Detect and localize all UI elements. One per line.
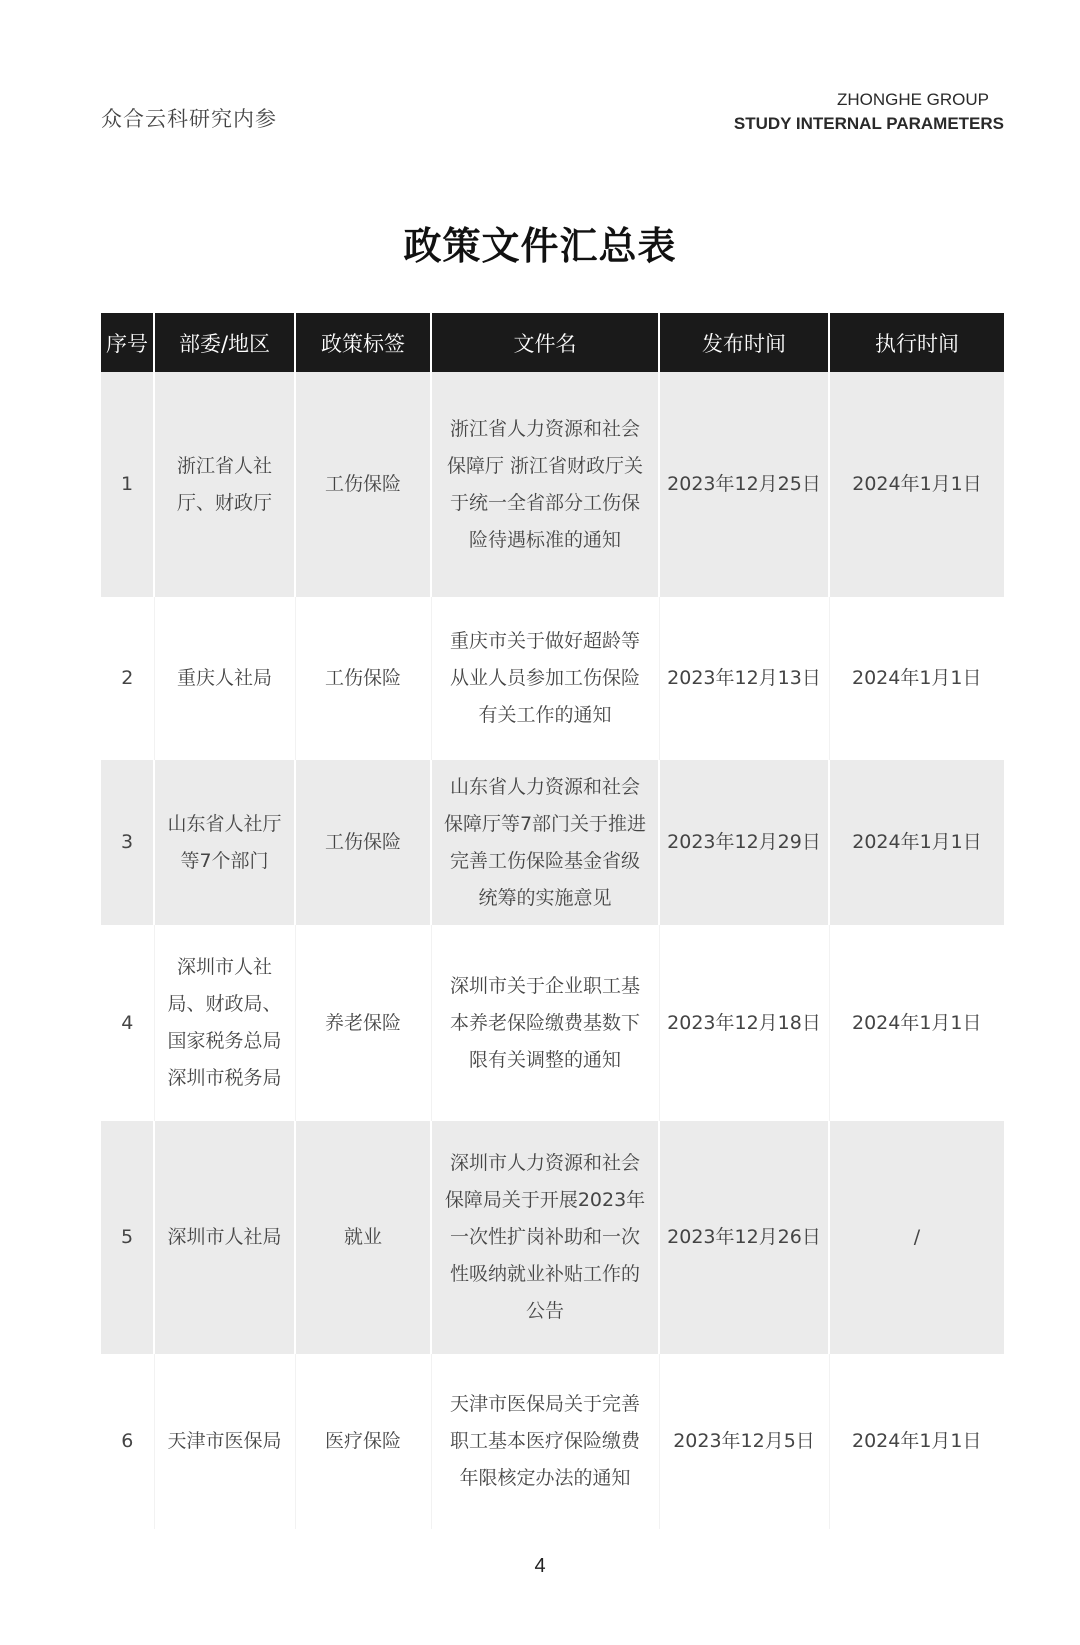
file-line: 职工基本医疗保险缴费 xyxy=(449,1430,640,1452)
file-cell xyxy=(431,760,659,925)
publish-date-cell: 2023年12月13日 xyxy=(659,597,829,760)
file-line: 保障厅等7部门关于推进 xyxy=(443,812,647,835)
file-line: 天津市医保局关于完善 xyxy=(449,1393,640,1415)
file-line: 统筹的实施意见 xyxy=(478,886,612,909)
dept-line: 浙江省人社 xyxy=(176,454,272,477)
file-line: 于统一全省部分工伤保 xyxy=(449,491,640,514)
row-number: 3 xyxy=(101,760,154,925)
dept-cell xyxy=(154,1121,295,1354)
dept-line: 局、财政局、 xyxy=(167,993,282,1015)
tag-cell: 工伤保险 xyxy=(295,372,431,597)
effective-date-cell: 2024年1月1日 xyxy=(829,597,1004,760)
file-line: 重庆市关于做好超龄等 xyxy=(449,630,640,652)
dept-line: 厅、财政厅 xyxy=(176,491,272,514)
file-line: 山东省人力资源和社会 xyxy=(449,775,640,798)
tag-cell: 养老保险 xyxy=(295,925,431,1121)
file-line: 险待遇标准的通知 xyxy=(468,528,621,551)
tag-cell: 工伤保险 xyxy=(295,597,431,760)
row-number: 6 xyxy=(101,1354,154,1529)
dept-line: 等7个部门 xyxy=(180,849,269,872)
tag-cell: 工伤保险 xyxy=(295,760,431,925)
publication-name: 众合云科研究内参 xyxy=(101,107,277,131)
dept-line: 深圳市税务局 xyxy=(167,1067,282,1089)
file-line: 深圳市关于企业职工基 xyxy=(449,974,640,997)
publish-date-cell: 2023年12月18日 xyxy=(659,925,829,1121)
dept-line: 重庆人社局 xyxy=(176,667,272,689)
file-line: 保障局关于开展2023年 xyxy=(444,1189,646,1211)
file-line: 从业人员参加工伤保险 xyxy=(449,667,640,689)
file-line: 性吸纳就业补贴工作的 xyxy=(449,1263,640,1285)
column-header-tag: 政策标签 xyxy=(295,313,431,372)
column-header-dept: 部委/地区 xyxy=(154,313,295,372)
file-line: 有关工作的通知 xyxy=(478,704,612,726)
file-line: 完善工伤保险基金省级 xyxy=(449,849,640,872)
file-line: 保障厅 浙江省财政厅关 xyxy=(446,454,644,477)
publish-date-cell: 2023年12月25日 xyxy=(659,372,829,597)
file-line: 限有关调整的通知 xyxy=(468,1048,621,1071)
group-subtitle: STUDY INTERNAL PARAMETERS xyxy=(733,114,1004,133)
effective-date-cell: 2024年1月1日 xyxy=(829,925,1004,1121)
table-row xyxy=(101,1121,1004,1354)
table-header-row xyxy=(101,313,1004,372)
dept-line: 山东省人社厅 xyxy=(167,812,282,835)
publish-date-cell: 2023年12月26日 xyxy=(659,1121,829,1354)
table-row xyxy=(101,597,1004,760)
dept-cell xyxy=(154,597,295,760)
column-header-effective-date: 执行时间 xyxy=(829,313,1004,372)
page-number: 4 xyxy=(534,1555,546,1577)
row-number: 2 xyxy=(101,597,154,760)
dept-cell xyxy=(154,925,295,1121)
file-line: 年限核定办法的通知 xyxy=(459,1467,631,1489)
policy-summary-table xyxy=(101,313,1004,1529)
dept-cell xyxy=(154,372,295,597)
effective-date-cell: 2024年1月1日 xyxy=(829,1354,1004,1529)
file-line: 一次性扩岗补助和一次 xyxy=(449,1226,640,1248)
dept-cell xyxy=(154,760,295,925)
group-branding xyxy=(734,88,1004,136)
table-row xyxy=(101,760,1004,925)
dept-line: 深圳市人社局 xyxy=(167,1226,282,1248)
file-cell xyxy=(431,1121,659,1354)
file-cell xyxy=(431,1354,659,1529)
column-header-file: 文件名 xyxy=(431,313,659,372)
table-row xyxy=(101,1354,1004,1529)
table-row xyxy=(101,372,1004,597)
file-cell xyxy=(431,372,659,597)
table-row xyxy=(101,925,1004,1121)
file-line: 公告 xyxy=(525,1300,564,1322)
column-header-no: 序号 xyxy=(101,313,154,372)
tag-cell: 医疗保险 xyxy=(295,1354,431,1529)
row-number: 1 xyxy=(101,372,154,597)
effective-date-cell: 2024年1月1日 xyxy=(829,760,1004,925)
publish-date-cell: 2023年12月5日 xyxy=(659,1354,829,1529)
tag-cell: 就业 xyxy=(295,1121,431,1354)
file-cell xyxy=(431,597,659,760)
row-number: 4 xyxy=(101,925,154,1121)
dept-line: 深圳市人社 xyxy=(176,956,272,978)
group-name: ZHONGHE GROUP xyxy=(836,90,989,109)
page-title: 政策文件汇总表 xyxy=(403,224,677,268)
file-line: 深圳市人力资源和社会 xyxy=(449,1152,640,1174)
effective-date-cell: / xyxy=(829,1121,1004,1354)
file-line: 本养老保险缴费基数下 xyxy=(449,1011,640,1034)
dept-cell xyxy=(154,1354,295,1529)
dept-line: 天津市医保局 xyxy=(167,1430,282,1452)
dept-line: 国家税务总局 xyxy=(167,1030,282,1052)
effective-date-cell: 2024年1月1日 xyxy=(829,372,1004,597)
publish-date-cell: 2023年12月29日 xyxy=(659,760,829,925)
row-number: 5 xyxy=(101,1121,154,1354)
file-cell xyxy=(431,925,659,1121)
file-line: 浙江省人力资源和社会 xyxy=(449,417,640,440)
column-header-publish-date: 发布时间 xyxy=(659,313,829,372)
